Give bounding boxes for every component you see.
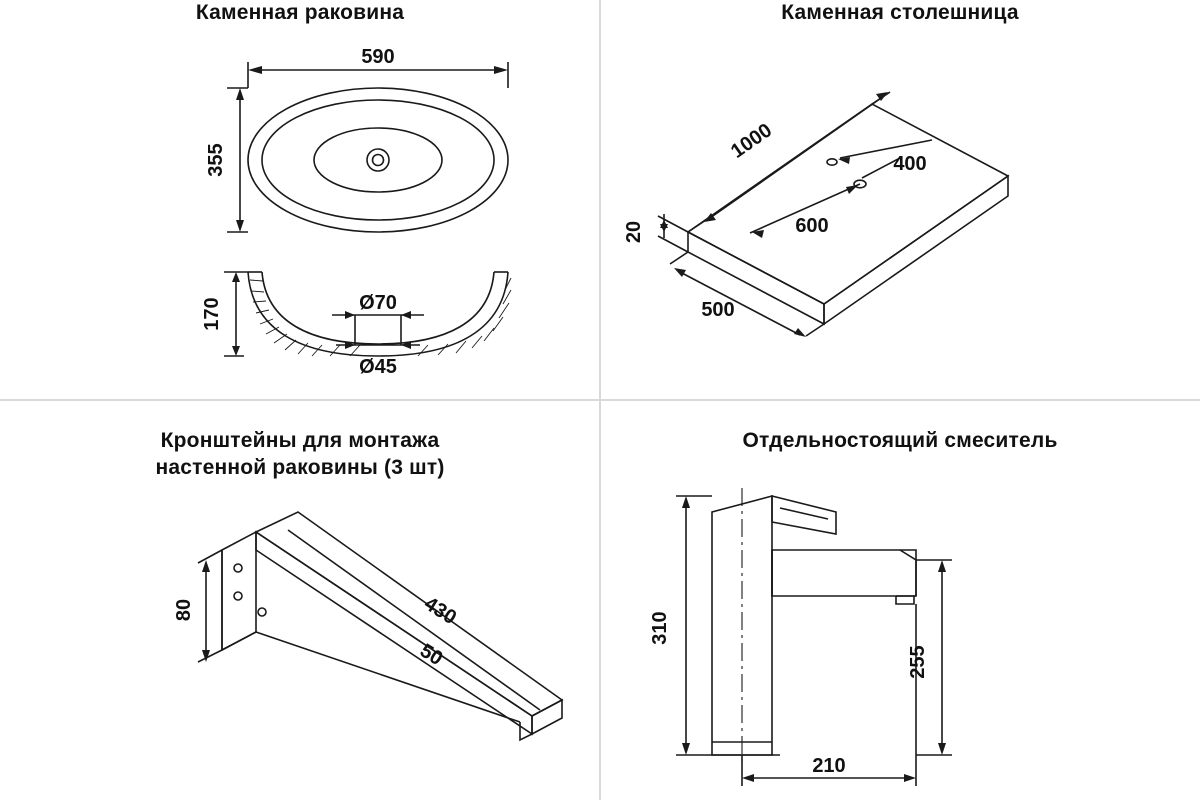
dim-spout-reach: 210 <box>812 755 846 777</box>
dim-sink-height: 170 <box>201 297 223 331</box>
panel-stone-countertop <box>600 0 1200 400</box>
dim-spout-height: 255 <box>907 645 929 679</box>
dim-sink-width: 590 <box>361 46 395 68</box>
dim-bracket-plate-height: 80 <box>173 598 195 622</box>
dim-countertop-length: 1000 <box>727 119 777 163</box>
panel-mounting-brackets <box>0 400 600 800</box>
panel-stone-sink <box>0 0 600 400</box>
dim-faucet-height: 310 <box>649 611 671 645</box>
freestanding-faucet-drawing <box>600 400 1200 800</box>
panel-title-line-2: настенной раковины (3 шт) <box>155 455 445 479</box>
dim-countertop-thickness: 20 <box>623 220 645 244</box>
mounting-bracket-drawing <box>0 400 600 800</box>
dim-drain-outer: Ø70 <box>359 292 397 314</box>
dim-hole-offset-left: 600 <box>795 215 829 237</box>
dim-bracket-length: 430 <box>420 592 461 630</box>
dim-sink-depth: 355 <box>205 143 227 177</box>
panel-title-stone-sink: Каменная раковина <box>195 1 405 24</box>
dim-countertop-depth: 500 <box>701 299 735 321</box>
dim-hole-offset-right: 400 <box>893 153 927 175</box>
panel-freestanding-faucet <box>600 400 1200 800</box>
stone-countertop-drawing <box>600 0 1200 400</box>
panel-title-line-1: Кронштейны для монтажа <box>160 429 440 452</box>
dim-drain-inner: Ø45 <box>359 356 397 378</box>
dim-bracket-width: 50 <box>415 639 447 671</box>
stone-sink-drawing <box>0 0 600 400</box>
panel-title-freestanding-faucet: Отдельностоящий смеситель <box>742 429 1058 452</box>
panel-title-stone-countertop: Каменная столешница <box>781 1 1019 24</box>
